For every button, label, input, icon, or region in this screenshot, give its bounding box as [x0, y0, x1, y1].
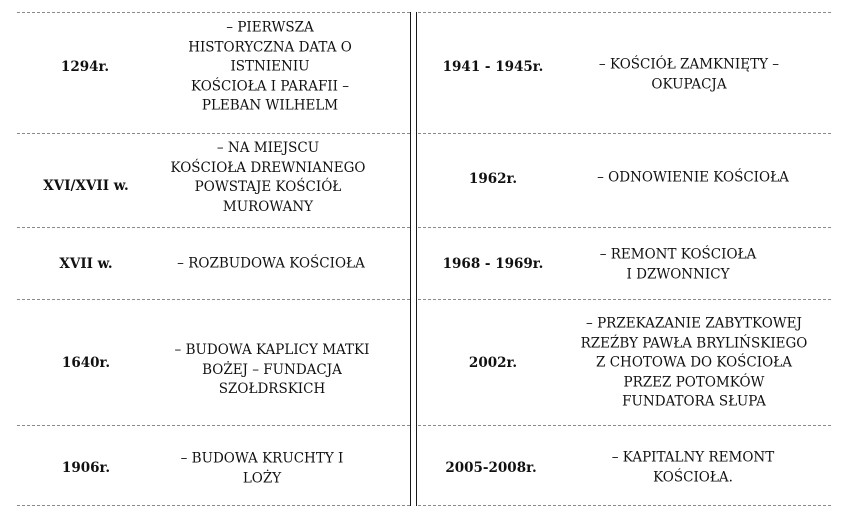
- event-line: MUROWANY: [222, 198, 314, 215]
- row-separator-4-right: [418, 425, 831, 426]
- timeline-year-right-5: 2005-2008r.: [445, 460, 537, 476]
- event-line: SZOŁDRSKICH: [218, 380, 326, 397]
- row-separator-2-left: [17, 227, 410, 228]
- event-line: – NA MIEJSCU: [216, 140, 320, 156]
- event-line: KOŚCIOŁA I PARAFII –: [190, 77, 350, 94]
- event-line: – KOŚCIÓŁ ZAMKNIĘTY –: [598, 56, 780, 73]
- timeline-year-left-5: 1906r.: [61, 460, 111, 476]
- event-line: – BUDOWA KRUCHTY I: [180, 450, 344, 467]
- event-line: LOŻY: [242, 470, 282, 486]
- row-separator-1-left: [17, 133, 410, 134]
- timeline-event-right-5: [612, 449, 774, 488]
- timeline-year-right-1: 1941 - 1945r.: [442, 59, 544, 75]
- row-separator-top-left: [17, 12, 410, 13]
- row-separator-bottom-left: [17, 505, 410, 506]
- timeline-event-right-3: [600, 246, 757, 285]
- event-line: KOŚCIOŁA.: [653, 469, 733, 485]
- event-line: HISTORYCZNA DATA O: [188, 38, 352, 55]
- event-line: POWSTAJE KOŚCIÓŁ: [194, 179, 342, 195]
- event-line: PRZEZ POTOMKÓW: [623, 373, 765, 390]
- event-line: PLEBAN WILHELM: [201, 97, 339, 114]
- timeline-event-right-4: [581, 314, 808, 412]
- timeline-year-right-3: 1968 - 1969r.: [442, 256, 544, 272]
- row-separator-1-right: [418, 133, 831, 134]
- timeline-event-right-1: [599, 56, 779, 95]
- event-line: FUNDATORA SŁUPA: [622, 393, 766, 410]
- row-separator-2-right: [418, 227, 831, 228]
- event-line: Z CHOTOWA DO KOŚCIOŁA: [596, 354, 792, 371]
- event-line: – PIERWSZA: [226, 19, 314, 36]
- column-divider-left: [410, 12, 411, 506]
- timeline-year-left-3: XVII w.: [59, 256, 113, 272]
- timeline-event-left-3: [177, 254, 365, 274]
- row-separator-3-right: [418, 299, 831, 300]
- row-separator-top-right: [418, 12, 831, 13]
- event-line: BOŻEJ – FUNDACJA: [202, 361, 342, 378]
- event-line: – KAPITALNY REMONT: [611, 449, 775, 466]
- column-divider-right: [416, 12, 417, 506]
- timeline-event-left-2: [171, 139, 366, 217]
- timeline-year-right-2: 1962r.: [468, 171, 518, 187]
- event-line: – REMONT KOŚCIOŁA: [599, 246, 757, 263]
- row-separator-3-left: [17, 299, 410, 300]
- event-line: ISTNIENIU: [230, 58, 310, 75]
- timeline-year-left-1: 1294r.: [60, 59, 110, 75]
- event-line: I DZWONNICY: [626, 266, 730, 282]
- timeline-year-left-2: XVI/XVII w.: [43, 178, 129, 194]
- timeline-event-left-1: [188, 18, 352, 116]
- timeline-event-left-4: [175, 341, 370, 400]
- event-line: – BUDOWA KAPLICY MATKI: [174, 341, 370, 358]
- event-line: – PRZEKAZANIE ZABYTKOWEJ: [586, 315, 802, 332]
- row-separator-4-left: [17, 425, 410, 426]
- timeline-event-left-5: [181, 450, 344, 489]
- event-line: RZEŹBY PAWŁA BRYLIŃSKIEGO: [580, 334, 808, 351]
- event-line: – ROZBUDOWA KOŚCIOŁA: [177, 255, 365, 272]
- row-separator-bottom-right: [418, 505, 831, 506]
- event-line: KOŚCIOŁA DREWNIANEGO: [170, 159, 366, 176]
- timeline-event-right-2: [597, 168, 789, 188]
- timeline-year-right-4: 2002r.: [468, 355, 518, 371]
- event-line: – ODNOWIENIE KOŚCIOŁA: [597, 169, 789, 186]
- event-line: OKUPACJA: [651, 76, 727, 92]
- timeline-year-left-4: 1640r.: [61, 355, 111, 371]
